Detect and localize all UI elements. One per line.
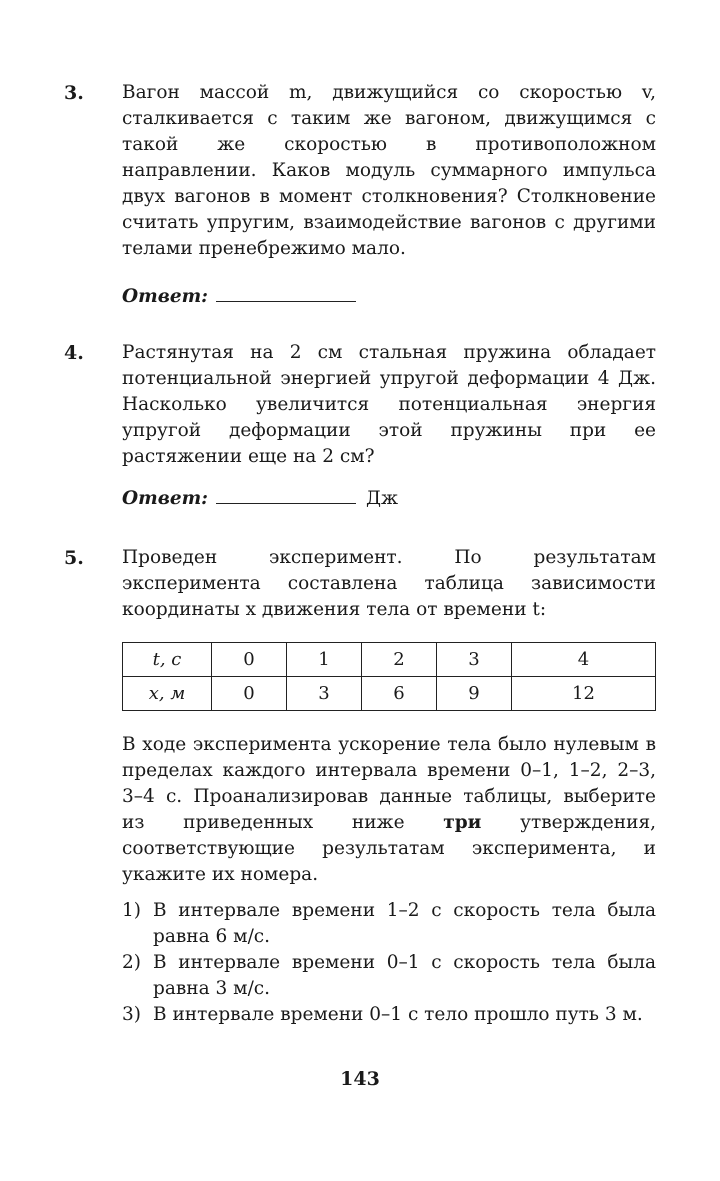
problem-text: Проведен эксперимент. По результатам эксперимента составлена таблица зависимости координаты x движения тела от времени t: xyxy=(122,547,656,620)
table-cell: 0 xyxy=(212,677,287,711)
answer-unit: Дж xyxy=(366,488,399,509)
table-header-x: x, м xyxy=(123,677,212,711)
page-number: 143 xyxy=(340,1068,380,1090)
answer-blank[interactable] xyxy=(216,284,356,302)
option-3[interactable] xyxy=(122,1002,656,1028)
table-row-x xyxy=(123,677,656,711)
table-row-t xyxy=(123,643,656,677)
table-header-t: t, с xyxy=(123,643,212,677)
instructions-emphasis: три xyxy=(443,812,482,833)
option-text: В интервале времени 0–1 с тело прошло путь 3 м. xyxy=(153,1004,643,1025)
answer-options xyxy=(122,898,656,1028)
option-number: 1) xyxy=(122,900,141,921)
option-text: В интервале времени 0–1 с скорость тела была равна 3 м/с. xyxy=(153,952,656,999)
problem-text: Растянутая на 2 см стальная пружина обладает потенциальной энергией упругой деформации 4 Дж. Насколько увеличится потенциальная энергия упругой деформации этой пружины при ее растяжении еще на 2 см? xyxy=(122,342,656,467)
option-1[interactable] xyxy=(122,898,656,950)
problem-number: 4. xyxy=(64,342,84,364)
option-2[interactable] xyxy=(122,950,656,1002)
problem-text: Вагон массой m, движущийся со скоростью v, сталкивается с таким же вагоном, движущимся с такой же скоростью в противоположном направлении. Каков модуль суммарного импульса двух вагонов в момент столкновения? Столкновение считать упругим, взаимодействие вагонов с другими телами пренебрежимо мало. xyxy=(122,82,656,259)
table-cell: 3 xyxy=(287,677,362,711)
answer-blank[interactable] xyxy=(216,486,356,504)
option-text: В интервале времени 1–2 с скорость тела была равна 6 м/с. xyxy=(153,900,656,947)
answer-label: Ответ: xyxy=(122,286,209,307)
instructions-text-start: В ходе эксперимента ускорение тела было нулевым в пределах каждого интервала времени 0–1, 1–2, 2–3, 3–4 с. Проанализировав данные таблицы, выберите из приведенных ниже xyxy=(122,734,656,833)
instructions-text-end: утверждения, соответствующие результатам эксперимента, и укажите их номера. xyxy=(122,812,656,885)
table-cell: 1 xyxy=(287,643,362,677)
table-cell: 2 xyxy=(362,643,437,677)
table-cell: 6 xyxy=(362,677,437,711)
answer-line xyxy=(122,486,398,512)
answer-line xyxy=(122,284,356,310)
table-cell: 4 xyxy=(512,643,656,677)
problem-number: 5. xyxy=(64,547,84,569)
problem-number: 3. xyxy=(64,82,84,104)
table-cell: 12 xyxy=(512,677,656,711)
table-cell: 0 xyxy=(212,643,287,677)
table-cell: 3 xyxy=(437,643,512,677)
data-table xyxy=(122,642,656,711)
option-number: 2) xyxy=(122,952,141,973)
answer-label: Ответ: xyxy=(122,488,209,509)
problem-5-instructions xyxy=(122,732,656,888)
table-cell: 9 xyxy=(437,677,512,711)
option-number: 3) xyxy=(122,1004,141,1025)
